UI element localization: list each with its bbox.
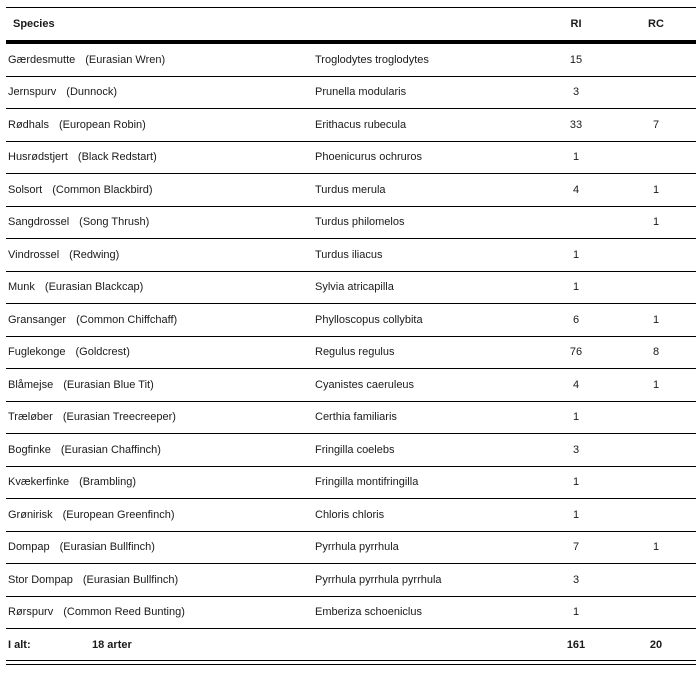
english-name: (Eurasian Blackcap) [44,281,144,294]
table-row [6,564,696,597]
total-ri: 161 [566,638,586,651]
table-row [6,142,696,175]
english-name: (Dunnock) [66,86,118,99]
english-name: (European Robin) [58,118,146,131]
english-name: (Eurasian Bullfinch) [82,573,179,586]
species-name [8,44,165,76]
danish-name: Dompap [8,541,50,554]
table-row [6,597,696,630]
danish-name: Jernspurv [8,86,57,99]
table-row [6,402,696,435]
table-row [6,77,696,110]
species-name [8,142,157,174]
danish-name: Gransanger [8,313,67,326]
latin-name: Troglodytes troglodytes [315,53,429,66]
rc-value [631,467,681,499]
table-row [6,369,696,402]
species-name [8,564,178,596]
english-name: (Common Chiffchaff) [76,313,178,326]
species-name [8,272,143,304]
rc-value [631,434,681,466]
danish-name: Solsort [8,183,43,196]
species-name [8,369,154,401]
rc-value [631,44,681,76]
danish-name: Rødhals [8,118,49,131]
species-name [8,77,117,109]
table-row [6,239,696,272]
bottom-rule [6,661,696,665]
ri-value: 76 [569,346,583,359]
latin-name: Regulus regulus [315,346,395,359]
species-name [8,304,177,336]
latin-name: Pyrrhula pyrrhula pyrrhula [315,573,442,586]
latin-name: Turdus merula [315,183,386,196]
english-name: (Black Redstart) [77,151,157,164]
danish-name: Stor Dompap [8,573,73,586]
ri-value: 1 [572,476,580,489]
rc-value: 1 [652,378,660,391]
ri-value: 7 [572,541,580,554]
rc-value: 7 [652,118,660,131]
table-row [6,337,696,370]
species-name [8,109,146,141]
total-rc: 20 [649,638,663,651]
header-species: Species [13,18,55,30]
latin-name: Phoenicurus ochruros [315,151,423,164]
species-table [6,7,696,665]
english-name: (Eurasian Treecreeper) [62,411,176,424]
total-row [6,629,696,661]
latin-name: Turdus iliacus [315,248,383,261]
latin-name: Emberiza schoeniclus [315,606,422,619]
species-name [8,532,155,564]
danish-name: Munk [8,281,35,294]
latin-name: Fringilla montifringilla [315,476,419,489]
species-name [8,239,119,271]
table-row [6,467,696,500]
danish-name: Gærdesmutte [8,53,76,66]
table-row [6,532,696,565]
species-name [8,597,185,629]
total-species-count: 18 arter [92,638,132,651]
english-name: (Common Blackbird) [52,183,153,196]
danish-name: Træløber [8,411,53,424]
ri-value: 6 [572,313,580,326]
danish-name: Grønirisk [8,508,53,521]
english-name: (Eurasian Wren) [85,53,166,66]
rc-value [631,77,681,109]
rc-value: 1 [652,183,660,196]
ri-value: 1 [572,151,580,164]
danish-name: Fuglekonge [8,346,66,359]
ri-value: 4 [572,183,580,196]
danish-name: Rørspurv [8,606,54,619]
latin-name: Cyanistes caeruleus [315,378,415,391]
header-rc: RC [648,18,664,30]
english-name: (Song Thrush) [79,216,150,229]
rc-value [631,239,681,271]
species-name [8,434,161,466]
rc-value [631,142,681,174]
english-name: (European Greenfinch) [62,508,175,521]
table-body [6,44,696,629]
rc-value: 8 [652,346,660,359]
ri-value: 3 [572,443,580,456]
danish-name: Vindrossel [8,248,60,261]
species-name [8,499,175,531]
table-row [6,44,696,77]
species-name [8,467,136,499]
latin-name: Prunella modularis [315,86,407,99]
english-name: (Goldcrest) [75,346,130,359]
rc-value: 1 [652,313,660,326]
ri-value: 4 [572,378,580,391]
ri-value: 1 [572,411,580,424]
english-name: (Eurasian Bullfinch) [59,541,155,554]
latin-name: Erithacus rubecula [315,118,407,131]
species-name [8,207,149,239]
english-name: (Eurasian Chaffinch) [60,443,161,456]
header-ri: RI [570,18,582,30]
latin-name: Pyrrhula pyrrhula [315,541,399,554]
ri-value: 1 [572,248,580,261]
ri-value: 1 [572,606,580,619]
ri-value: 15 [569,53,583,66]
ri-value: 3 [572,86,580,99]
ri-value: 3 [572,573,580,586]
danish-name: Sangdrossel [8,216,70,229]
species-name [8,402,176,434]
latin-name: Fringilla coelebs [315,443,395,456]
total-label: I alt: [8,638,31,651]
latin-name: Turdus philomelos [315,216,405,229]
species-name [8,337,130,369]
english-name: (Common Reed Bunting) [63,606,185,619]
latin-name: Sylvia atricapilla [315,281,394,294]
table-header [6,8,696,44]
table-row [6,499,696,532]
latin-name: Phylloscopus collybita [315,313,423,326]
table-row [6,272,696,305]
ri-value [551,207,601,239]
danish-name: Bogfinke [8,443,51,456]
table-row [6,109,696,142]
table-row [6,434,696,467]
rc-value [631,499,681,531]
rc-value: 1 [652,541,660,554]
table-row [6,304,696,337]
table-row [6,174,696,207]
danish-name: Blåmejse [8,378,54,391]
rc-value [631,402,681,434]
table-row [6,207,696,240]
english-name: (Redwing) [69,248,120,261]
ri-value: 33 [569,118,583,131]
latin-name: Certhia familiaris [315,411,397,424]
danish-name: Husrødstjert [8,151,68,164]
english-name: (Brambling) [79,476,136,489]
ri-value: 1 [572,281,580,294]
rc-value [631,564,681,596]
latin-name: Chloris chloris [315,508,385,521]
english-name: (Eurasian Blue Tit) [63,378,154,391]
danish-name: Kvækerfinke [8,476,70,489]
rc-value: 1 [652,216,660,229]
ri-value: 1 [572,508,580,521]
rc-value [631,272,681,304]
rc-value [631,597,681,629]
species-name [8,174,153,206]
